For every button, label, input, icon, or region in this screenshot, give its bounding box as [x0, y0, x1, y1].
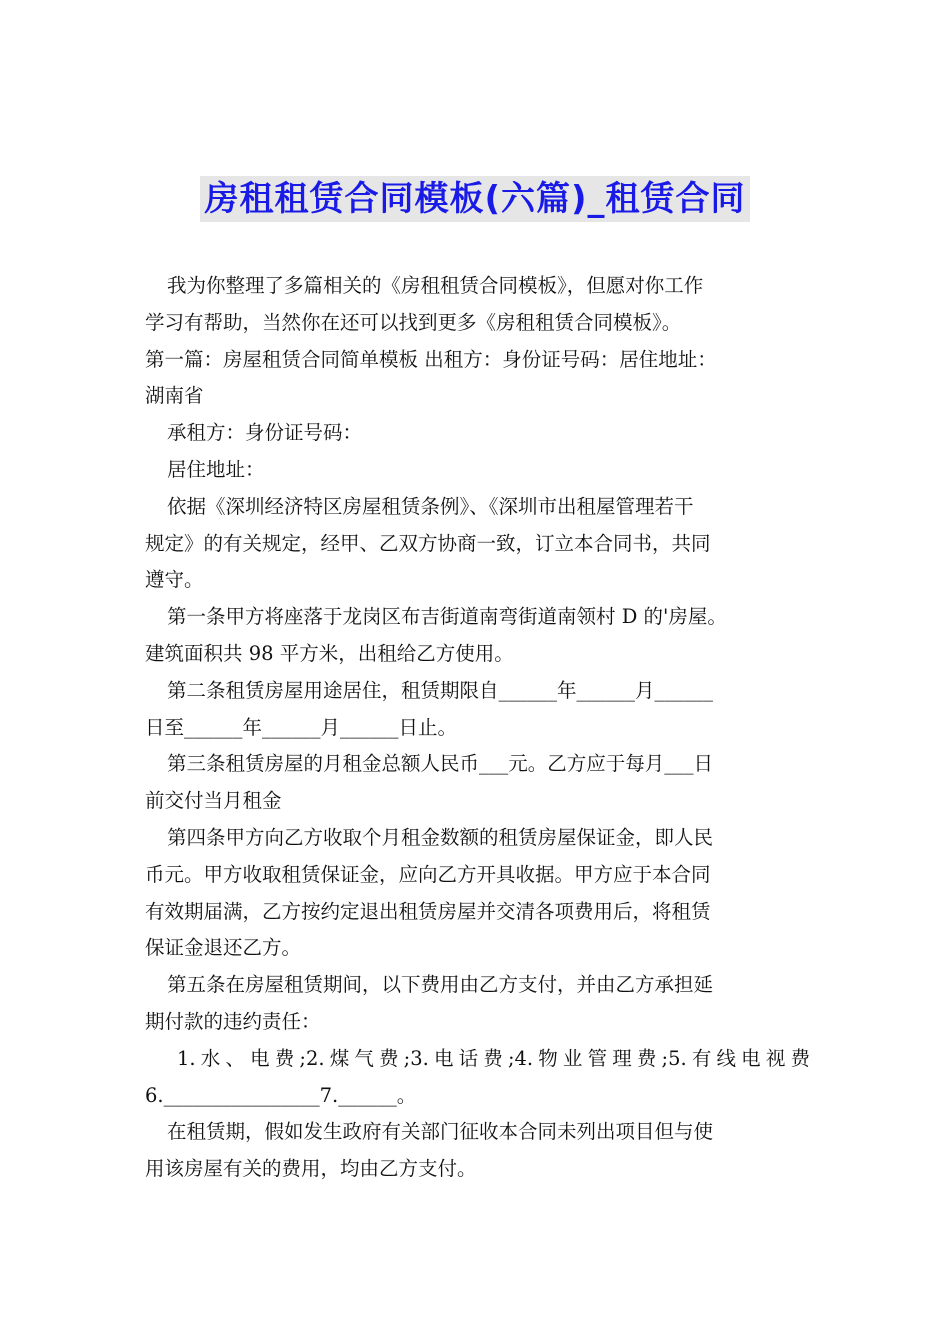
paragraph-line: 日至______年______月______日止。: [145, 715, 458, 739]
paragraph-line: 学习有帮助，当然你在还可以找到更多《房租租赁合同模板》。: [145, 310, 682, 334]
paragraph-line: 1.水、电费;2.煤气费;3.电话费;4.物业管理费;5.有线电视费: [177, 1046, 810, 1070]
paragraph-line: 第一篇：房屋租赁合同简单模板 出租方：身份证号码：居住地址：: [145, 347, 717, 371]
paragraph-line: 居住地址：: [167, 457, 265, 481]
paragraph-line: 第四条甲方向乙方收取个月租金数额的租赁房屋保证金，即人民: [167, 825, 714, 849]
paragraph-line: 币元。甲方收取租赁保证金，应向乙方开具收据。甲方应于本合同: [145, 862, 711, 886]
document-body: [145, 268, 810, 1188]
paragraph-line: 第三条租赁房屋的月租金总额人民币___元。乙方应于每月___日: [167, 752, 714, 776]
paragraph-line: 承租方：身份证号码：: [167, 421, 363, 445]
paragraph-line: 6.________________7.______。: [145, 1083, 417, 1107]
paragraph-line: 建筑面积共 98 平方米，出租给乙方使用。: [145, 641, 514, 665]
title-wrap: [0, 176, 950, 222]
paragraph-line: 依据《深圳经济特区房屋租赁条例》、《深圳市出租屋管理若干: [167, 494, 694, 518]
document-title: 房租租赁合同模板(六篇)_租赁合同: [200, 176, 749, 222]
paragraph-line: 用该房屋有关的费用，均由乙方支付。: [145, 1157, 477, 1181]
paragraph-line: 第二条租赁房屋用途居住，租赁期限自______年______月______: [167, 678, 714, 702]
paragraph-line: 湖南省: [145, 384, 204, 408]
paragraph-line: 有效期届满，乙方按约定退出租赁房屋并交清各项费用后，将租赁: [145, 899, 711, 923]
paragraph-line: 第五条在房屋租赁期间，以下费用由乙方支付，并由乙方承担延: [167, 973, 714, 997]
paragraph-line: 保证金退还乙方。: [145, 936, 302, 960]
paragraph-line: 前交付当月租金: [145, 789, 282, 813]
paragraph-line: 在租赁期，假如发生政府有关部门征收本合同未列出项目但与使: [167, 1120, 714, 1144]
paragraph-line: 第一条甲方将座落于龙岗区布吉街道南弯街道南领村 D 的'房屋。: [167, 605, 727, 629]
paragraph-line: 遵守。: [145, 568, 204, 592]
paragraph-line: 规定》的有关规定，经甲、乙双方协商一致，订立本合同书，共同: [145, 531, 711, 555]
paragraph-line: 期付款的违约责任：: [145, 1009, 321, 1033]
paragraph-line: 我为你整理了多篇相关的《房租租赁合同模板》，但愿对你工作: [167, 274, 704, 297]
